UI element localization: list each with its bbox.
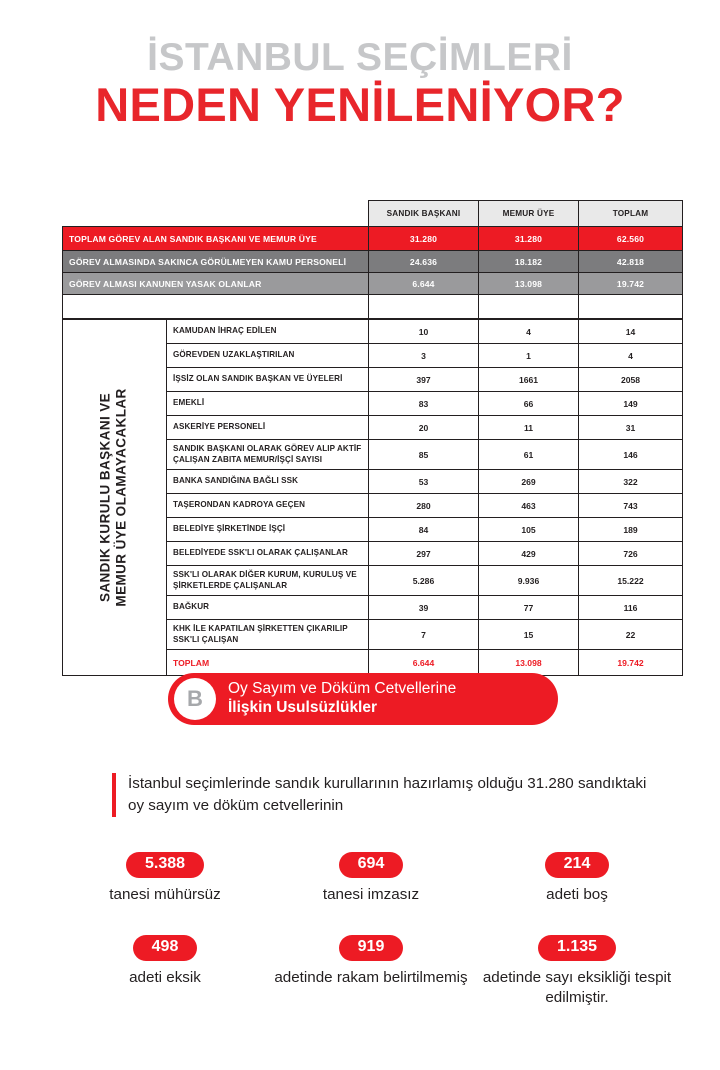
- cell-toplam: 19.742: [579, 650, 683, 676]
- row-label: BANKA SANDIĞINA BAĞLI SSK: [167, 470, 369, 494]
- cell-sandik-baskani: 280: [369, 494, 479, 518]
- section-b-banner: [168, 673, 558, 725]
- header-memur-uye: MEMUR ÜYE: [479, 201, 579, 227]
- stat-item: [62, 852, 268, 905]
- row-label: İŞSİZ OLAN SANDIK BAŞKAN VE ÜYELERİ: [167, 368, 369, 392]
- table-row-summary-allowed: [63, 251, 683, 273]
- cell-memur-uye: 18.182: [479, 251, 579, 273]
- cell-toplam: 42.818: [579, 251, 683, 273]
- statistics-section: [62, 852, 682, 1008]
- cell-memur-uye: 15: [479, 620, 579, 650]
- cell-sandik-baskani: 31.280: [369, 227, 479, 251]
- section-badge-letter: B: [187, 686, 203, 711]
- cell-sandik-baskani: 83: [369, 392, 479, 416]
- cell-memur-uye: 61: [479, 440, 579, 470]
- stat-item: [268, 852, 474, 905]
- cell-sandik-baskani: 397: [369, 368, 479, 392]
- title-line-1: İSTANBUL SEÇİMLERİ: [147, 36, 573, 79]
- cell-toplam: 62.560: [579, 227, 683, 251]
- header-sandik-baskani: SANDIK BAŞKANI: [369, 201, 479, 227]
- row-label: GÖREV ALMASINDA SAKINCA GÖRÜLMEYEN KAMU PERSONELİ: [63, 251, 369, 273]
- stat-caption: adeti eksik: [129, 968, 201, 986]
- stat-value-badge: 214: [545, 852, 610, 878]
- cell-memur-uye: 11: [479, 416, 579, 440]
- cell-sandik-baskani: 84: [369, 518, 479, 542]
- stat-caption: adetinde rakam belirtilmemiş: [274, 968, 468, 986]
- cell-sandik-baskani: 39: [369, 596, 479, 620]
- table-header-row: [63, 201, 683, 227]
- cell-toplam: 31: [579, 416, 683, 440]
- row-label: EMEKLİ: [167, 392, 369, 416]
- table-row-summary-total: [63, 227, 683, 251]
- section-badge: [174, 678, 216, 720]
- row-label: TOPLAM GÖREV ALAN SANDIK BAŞKANI VE MEMUR ÜYE: [63, 227, 369, 251]
- cell-memur-uye: 13.098: [479, 273, 579, 295]
- cell-sandik-baskani: 7: [369, 620, 479, 650]
- cell-sandik-baskani: 85: [369, 440, 479, 470]
- cell-sandik-baskani: 3: [369, 344, 479, 368]
- cell-toplam: 189: [579, 518, 683, 542]
- stat-caption: tanesi mühürsüz: [109, 885, 221, 903]
- cell-sandik-baskani: 6.644: [369, 650, 479, 676]
- statistics-row-2: [62, 935, 682, 1008]
- cell-sandik-baskani: 20: [369, 416, 479, 440]
- cell-toplam: 15.222: [579, 566, 683, 596]
- cell-sandik-baskani: 6.644: [369, 273, 479, 295]
- cell-memur-uye: 269: [479, 470, 579, 494]
- cell-toplam: 146: [579, 440, 683, 470]
- cell-memur-uye: 31.280: [479, 227, 579, 251]
- cell-sandik-baskani: 297: [369, 542, 479, 566]
- stat-caption: adeti boş: [546, 885, 608, 903]
- row-label: BELEDİYE ŞİRKETİNDE İŞÇİ: [167, 518, 369, 542]
- intro-paragraph: [112, 773, 648, 817]
- election-statistics-table: [62, 200, 682, 676]
- row-label: GÖREVDEN UZAKLAŞTIRILAN: [167, 344, 369, 368]
- cell-toplam: 14: [579, 320, 683, 344]
- stat-item: [268, 935, 474, 1008]
- cell-memur-uye: 77: [479, 596, 579, 620]
- cell-toplam: 322: [579, 470, 683, 494]
- cell-memur-uye: 13.098: [479, 650, 579, 676]
- row-label: KAMUDAN İHRAÇ EDİLEN: [167, 320, 369, 344]
- accent-bar: [112, 773, 116, 817]
- header-toplam: TOPLAM: [579, 201, 683, 227]
- cell-memur-uye: 429: [479, 542, 579, 566]
- group-label-rotated: [63, 320, 167, 676]
- cell-memur-uye: 1: [479, 344, 579, 368]
- cell-sandik-baskani: 5.286: [369, 566, 479, 596]
- detail-table: [62, 319, 683, 676]
- banner-line-1: Oy Sayım ve Döküm Cetvellerine: [228, 680, 457, 698]
- stat-caption: tanesi imzasız: [322, 885, 420, 903]
- stat-value-badge: 694: [339, 852, 404, 878]
- cell-toplam: 4: [579, 344, 683, 368]
- cell-memur-uye: 4: [479, 320, 579, 344]
- row-label: SSK'LI OLARAK DİĞER KURUM, KURULUŞ VE ŞİRKETLERDE ÇALIŞANLAR: [167, 566, 369, 596]
- stat-value-badge: 919: [339, 935, 404, 961]
- cell-toplam: 743: [579, 494, 683, 518]
- cell-sandik-baskani: 53: [369, 470, 479, 494]
- row-label: ASKERİYE PERSONELİ: [167, 416, 369, 440]
- statistics-row-1: [62, 852, 682, 905]
- cell-toplam: 116: [579, 596, 683, 620]
- stat-value-badge: 5.388: [126, 852, 204, 878]
- cell-memur-uye: 463: [479, 494, 579, 518]
- cell-memur-uye: 1661: [479, 368, 579, 392]
- stat-caption: adetinde sayı eksikliği tespit edilmiştir.: [482, 968, 672, 1006]
- cell-toplam: 726: [579, 542, 683, 566]
- table-row: [63, 295, 683, 319]
- group-label-text: SANDIK KURULU BAŞKANI VE MEMUR ÜYE OLAMAYACAKLAR: [98, 388, 130, 607]
- page-title: [0, 38, 720, 129]
- table-row: [63, 320, 683, 344]
- row-label: SANDIK BAŞKANI OLARAK GÖREV ALIP AKTİF ÇALIŞAN ZABITA MEMUR/İŞÇİ SAYISI: [167, 440, 369, 470]
- cell-toplam: 19.742: [579, 273, 683, 295]
- cell-toplam: 149: [579, 392, 683, 416]
- cell-toplam: 2058: [579, 368, 683, 392]
- table-row-summary-forbidden: [63, 273, 683, 295]
- cell-toplam: 22: [579, 620, 683, 650]
- row-label: TOPLAM: [167, 650, 369, 676]
- header-blank: [63, 201, 369, 227]
- row-label: KHK İLE KAPATILAN ŞİRKETTEN ÇIKARILIP SSK'LI ÇALIŞAN: [167, 620, 369, 650]
- row-label: BAĞKUR: [167, 596, 369, 620]
- cell-memur-uye: 9.936: [479, 566, 579, 596]
- title-line-2: NEDEN YENİLENİYOR?: [95, 77, 625, 131]
- stat-item: [474, 935, 680, 1008]
- intro-paragraph-text: İstanbul seçimlerinde sandık kurullarının hazırlamış olduğu 31.280 sandıktaki oy sayım ve döküm cetvellerinin: [128, 775, 647, 815]
- cell-memur-uye: 66: [479, 392, 579, 416]
- section-banner-text: [228, 680, 456, 718]
- stat-value-badge: 498: [133, 935, 198, 961]
- cell-memur-uye: 105: [479, 518, 579, 542]
- stat-value-badge: 1.135: [538, 935, 616, 961]
- row-label: TAŞERONDAN KADROYA GEÇEN: [167, 494, 369, 518]
- row-label: BELEDİYEDE SSK'LI OLARAK ÇALIŞANLAR: [167, 542, 369, 566]
- row-label: GÖREV ALMASI KANUNEN YASAK OLANLAR: [63, 273, 369, 295]
- table: [62, 200, 683, 319]
- banner-line-2: İlişkin Usulsüzlükler: [228, 699, 378, 716]
- stat-item: [62, 935, 268, 1008]
- cell-sandik-baskani: 24.636: [369, 251, 479, 273]
- cell-sandik-baskani: 10: [369, 320, 479, 344]
- stat-item: [474, 852, 680, 905]
